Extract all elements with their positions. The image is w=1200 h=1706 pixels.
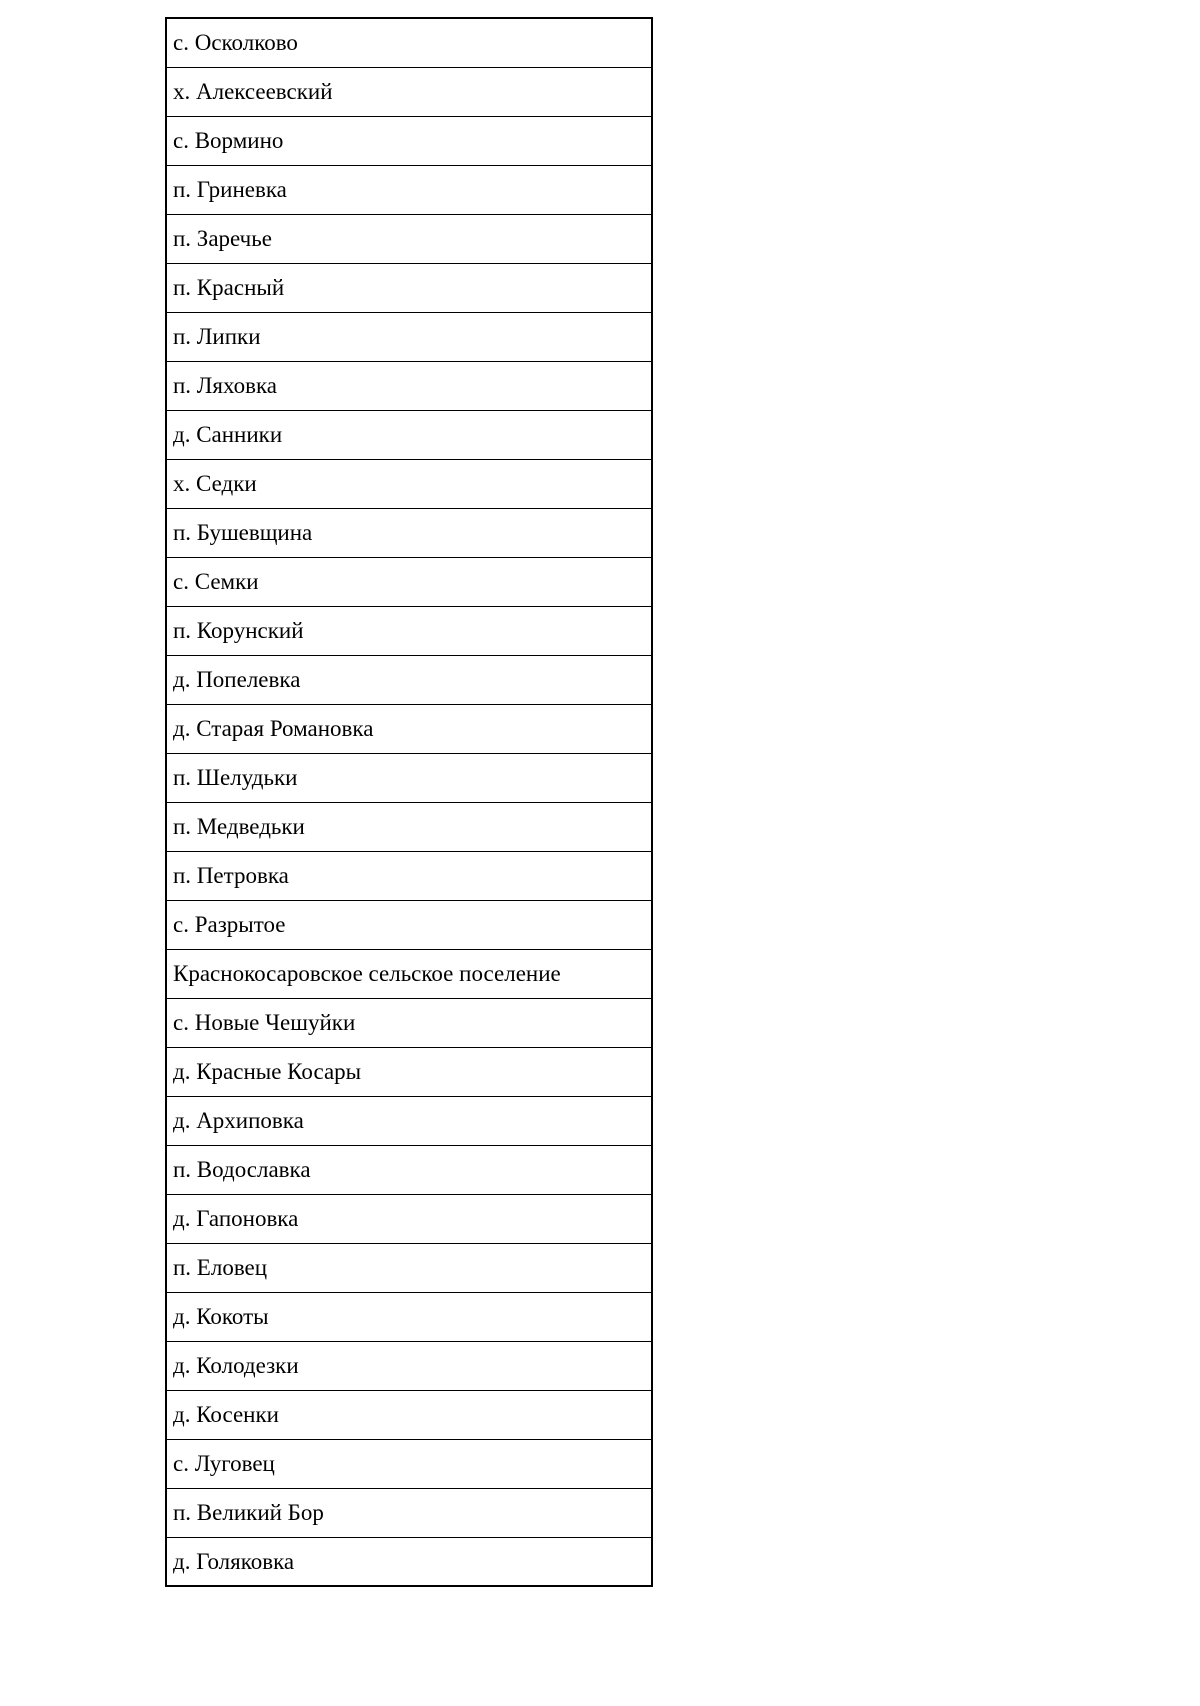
table-row	[166, 1096, 652, 1145]
table-row	[166, 263, 652, 312]
table-row	[166, 508, 652, 557]
settlement-cell: д. Попелевка	[166, 655, 652, 704]
table-row	[166, 1243, 652, 1292]
table-row	[166, 410, 652, 459]
table-row	[166, 655, 652, 704]
settlement-cell: х. Алексеевский	[166, 67, 652, 116]
settlement-cell: с. Осколково	[166, 18, 652, 67]
table-row	[166, 67, 652, 116]
settlement-cell: п. Корунский	[166, 606, 652, 655]
settlement-cell: д. Архиповка	[166, 1096, 652, 1145]
table-row	[166, 1439, 652, 1488]
table-row	[166, 606, 652, 655]
settlement-cell: д. Голяковка	[166, 1537, 652, 1586]
table-row	[166, 214, 652, 263]
settlement-cell: д. Кокоты	[166, 1292, 652, 1341]
settlement-cell: д. Красные Косары	[166, 1047, 652, 1096]
table-row	[166, 949, 652, 998]
table-row	[166, 1341, 652, 1390]
settlement-cell: с. Семки	[166, 557, 652, 606]
table-row	[166, 1047, 652, 1096]
table-row	[166, 459, 652, 508]
settlement-cell: п. Липки	[166, 312, 652, 361]
table-row	[166, 116, 652, 165]
table-row	[166, 361, 652, 410]
table-row	[166, 1488, 652, 1537]
settlement-cell: х. Седки	[166, 459, 652, 508]
settlement-cell: п. Гриневка	[166, 165, 652, 214]
table-row	[166, 557, 652, 606]
settlement-cell: д. Гапоновка	[166, 1194, 652, 1243]
settlement-cell: п. Красный	[166, 263, 652, 312]
table-row	[166, 165, 652, 214]
table-row	[166, 1537, 652, 1586]
settlement-cell: д. Старая Романовка	[166, 704, 652, 753]
settlement-cell: п. Водославка	[166, 1145, 652, 1194]
settlement-cell: с. Вормино	[166, 116, 652, 165]
settlement-cell: д. Санники	[166, 410, 652, 459]
table-row	[166, 312, 652, 361]
settlements-table-body	[166, 18, 652, 1586]
settlement-cell: п. Петровка	[166, 851, 652, 900]
settlements-table	[165, 17, 653, 1587]
settlement-cell: п. Заречье	[166, 214, 652, 263]
settlement-cell: д. Косенки	[166, 1390, 652, 1439]
settlement-cell: с. Разрытое	[166, 900, 652, 949]
settlement-cell: п. Ляховка	[166, 361, 652, 410]
settlement-cell: п. Бушевщина	[166, 508, 652, 557]
table-row	[166, 704, 652, 753]
settlement-cell: п. Шелудьки	[166, 753, 652, 802]
settlement-group-heading: Краснокосаровское сельское поселение	[166, 949, 652, 998]
settlement-cell: п. Медведьки	[166, 802, 652, 851]
table-row	[166, 851, 652, 900]
settlement-cell: с. Луговец	[166, 1439, 652, 1488]
table-row	[166, 753, 652, 802]
table-row	[166, 802, 652, 851]
table-row	[166, 1145, 652, 1194]
settlement-cell: д. Колодезки	[166, 1341, 652, 1390]
table-row	[166, 900, 652, 949]
settlement-cell: п. Великий Бор	[166, 1488, 652, 1537]
table-row	[166, 998, 652, 1047]
table-row	[166, 1390, 652, 1439]
table-row	[166, 1292, 652, 1341]
table-row	[166, 18, 652, 67]
settlement-cell: п. Еловец	[166, 1243, 652, 1292]
table-row	[166, 1194, 652, 1243]
settlement-cell: с. Новые Чешуйки	[166, 998, 652, 1047]
